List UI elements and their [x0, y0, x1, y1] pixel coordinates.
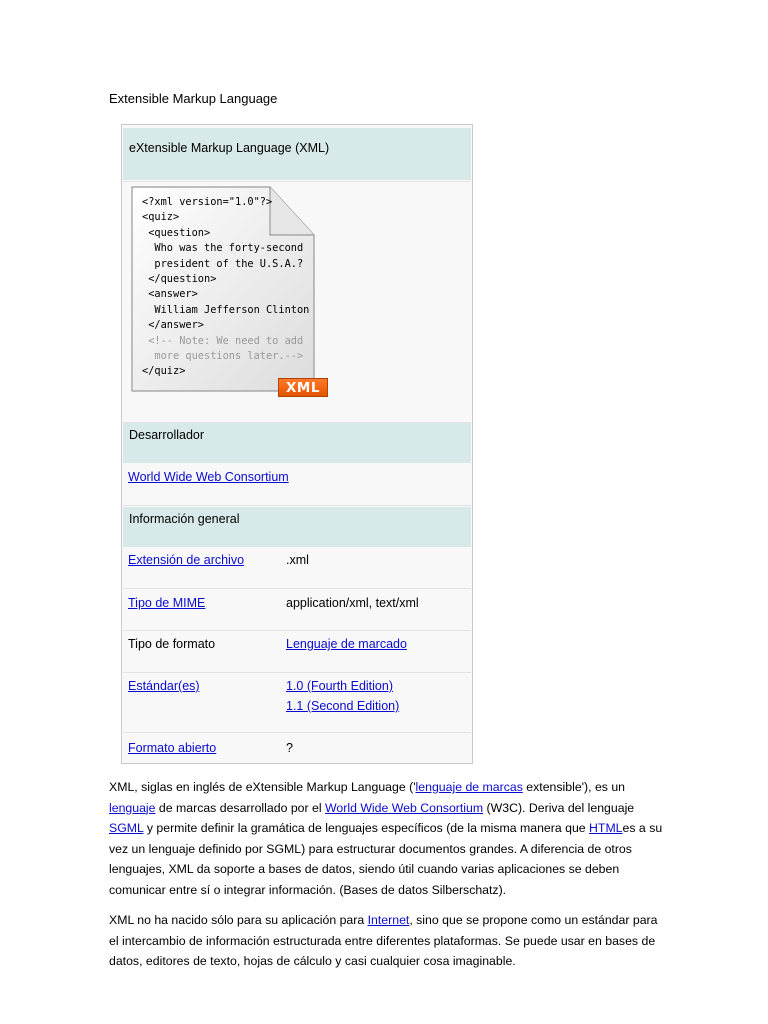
infobox-title-header — [123, 128, 471, 180]
code-line: more questions later.--> — [142, 350, 304, 363]
standard-1-1-link[interactable]: 1.1 (Second Edition) — [286, 699, 400, 713]
divider — [123, 181, 471, 182]
mime-label-link[interactable]: Tipo de MIME — [128, 596, 206, 610]
open-format-value: ? — [286, 741, 293, 755]
general-info-header-label: Información general — [129, 512, 240, 526]
page-title: Extensible Markup Language — [109, 91, 278, 106]
code-line: </quiz> — [142, 365, 186, 378]
xml-badge: XML — [278, 378, 328, 397]
mime-value: application/xml, text/xml — [286, 596, 419, 610]
developer-link[interactable]: World Wide Web Consortium — [128, 470, 289, 484]
code-line: <answer> — [142, 288, 198, 301]
paragraph-1 — [109, 777, 664, 900]
infobox — [121, 124, 473, 764]
divider — [123, 505, 471, 506]
divider — [123, 732, 471, 733]
link-w3c[interactable]: World Wide Web Consortium — [325, 800, 484, 815]
infobox-title: eXtensible Markup Language (XML) — [129, 141, 330, 155]
code-line: <quiz> — [142, 211, 180, 224]
standard-1-0-link[interactable]: 1.0 (Fourth Edition) — [286, 679, 393, 693]
format-type-label: Tipo de formato — [128, 637, 216, 651]
link-internet[interactable]: Internet — [367, 913, 410, 927]
code-line: </answer> — [142, 319, 204, 332]
extension-value: .xml — [286, 553, 309, 567]
text: , sino que se propone como un estándar para el intercambio de información estructurada entre diferentes plataformas. Se puede usar en bases de datos, editores de texto, hojas de cálculo y casi cualquier cosa imaginable. — [109, 913, 658, 968]
standards-label-link[interactable]: Estándar(es) — [128, 679, 200, 693]
link-sgml[interactable]: SGML — [109, 821, 144, 835]
link-lenguaje[interactable]: lenguaje — [109, 800, 156, 815]
text: XML no ha nacido sólo para su aplicación para — [109, 913, 368, 927]
code-line: <question> — [142, 226, 211, 239]
code-line: president of the U.S.A.? — [142, 257, 304, 270]
link-html[interactable]: HTML — [589, 821, 623, 835]
developer-header-label: Desarrollador — [129, 428, 205, 442]
text: y permite definir la gramática de lenguajes específicos (de la misma manera que — [143, 821, 590, 835]
text: XML, siglas en inglés de eXtensible Markup Language (' — [109, 780, 416, 794]
code-line: <!-- Note: We need to add — [142, 334, 304, 347]
text: de marcas desarrollado por el — [155, 800, 326, 815]
code-line: Who was the forty-second — [142, 242, 304, 255]
divider — [123, 630, 471, 631]
general-info-header — [123, 507, 471, 547]
divider — [123, 588, 471, 589]
code-line: </question> — [142, 273, 217, 286]
paragraph-2 — [109, 910, 664, 972]
text: extensible'), es un — [522, 780, 626, 794]
text: es a su vez un lenguaje definido por SGML) para estructurar documentos grandes. A diferencia de otros lenguajes, XML da soporte a bases de datos, siendo útil cuando varias aplicaciones se deben comunicar entre sí o integrar información. (Bases de datos Silberschatz). — [109, 821, 663, 897]
divider — [123, 672, 471, 673]
format-type-link[interactable]: Lenguaje de marcado — [286, 637, 407, 651]
code-line: <?xml version="1.0"?> — [142, 196, 273, 208]
extension-label-link[interactable]: Extensión de archivo — [128, 553, 245, 567]
text: (W3C). Deriva del lenguaje — [483, 800, 635, 815]
xml-code-sample — [142, 195, 309, 380]
developer-header — [123, 423, 471, 463]
code-line: William Jefferson Clinton — [142, 303, 310, 316]
open-format-label-link[interactable]: Formato abierto — [128, 741, 217, 755]
xml-document-image — [130, 185, 320, 397]
link-lenguaje-de-marcas[interactable]: lenguaje de marcas — [415, 780, 523, 794]
